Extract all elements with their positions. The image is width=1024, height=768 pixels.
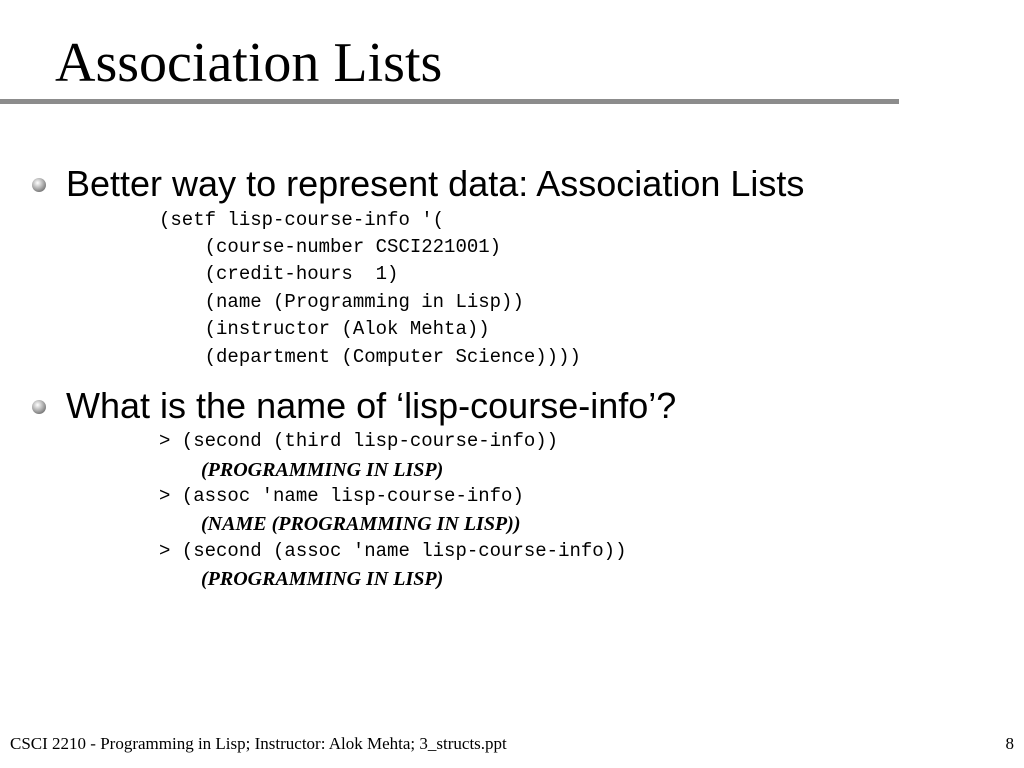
bullet-text-name-question: What is the name of ‘lisp-course-info’?: [66, 385, 677, 426]
repl-result: (NAME (PROGRAMMING IN LISP)): [201, 513, 521, 535]
bullet-icon: [32, 178, 46, 192]
bullet-icon: [32, 400, 46, 414]
repl-command: > (second (assoc 'name lisp-course-info)): [159, 540, 627, 562]
code-line: (name (Programming in Lisp)): [159, 291, 524, 313]
page-number: 8: [1005, 734, 1014, 753]
code-line: (credit-hours 1): [159, 263, 399, 285]
code-line: (course-number CSCI221001): [159, 236, 502, 258]
slide-title: Association Lists: [55, 32, 443, 94]
code-line: (setf lisp-course-info '(: [159, 209, 445, 231]
footer-text: CSCI 2210 - Programming in Lisp; Instructor: Alok Mehta; 3_structs.ppt: [10, 734, 507, 753]
repl-result: (PROGRAMMING IN LISP): [201, 568, 444, 590]
repl-command: > (second (third lisp-course-info)): [159, 430, 559, 452]
bullet-text-association-lists: Better way to represent data: Association Lists: [66, 163, 805, 204]
repl-command: > (assoc 'name lisp-course-info): [159, 485, 524, 507]
code-line: (instructor (Alok Mehta)): [159, 318, 490, 340]
repl-result: (PROGRAMMING IN LISP): [201, 459, 444, 481]
code-line: (department (Computer Science)))): [159, 346, 581, 368]
title-divider: [0, 99, 899, 104]
